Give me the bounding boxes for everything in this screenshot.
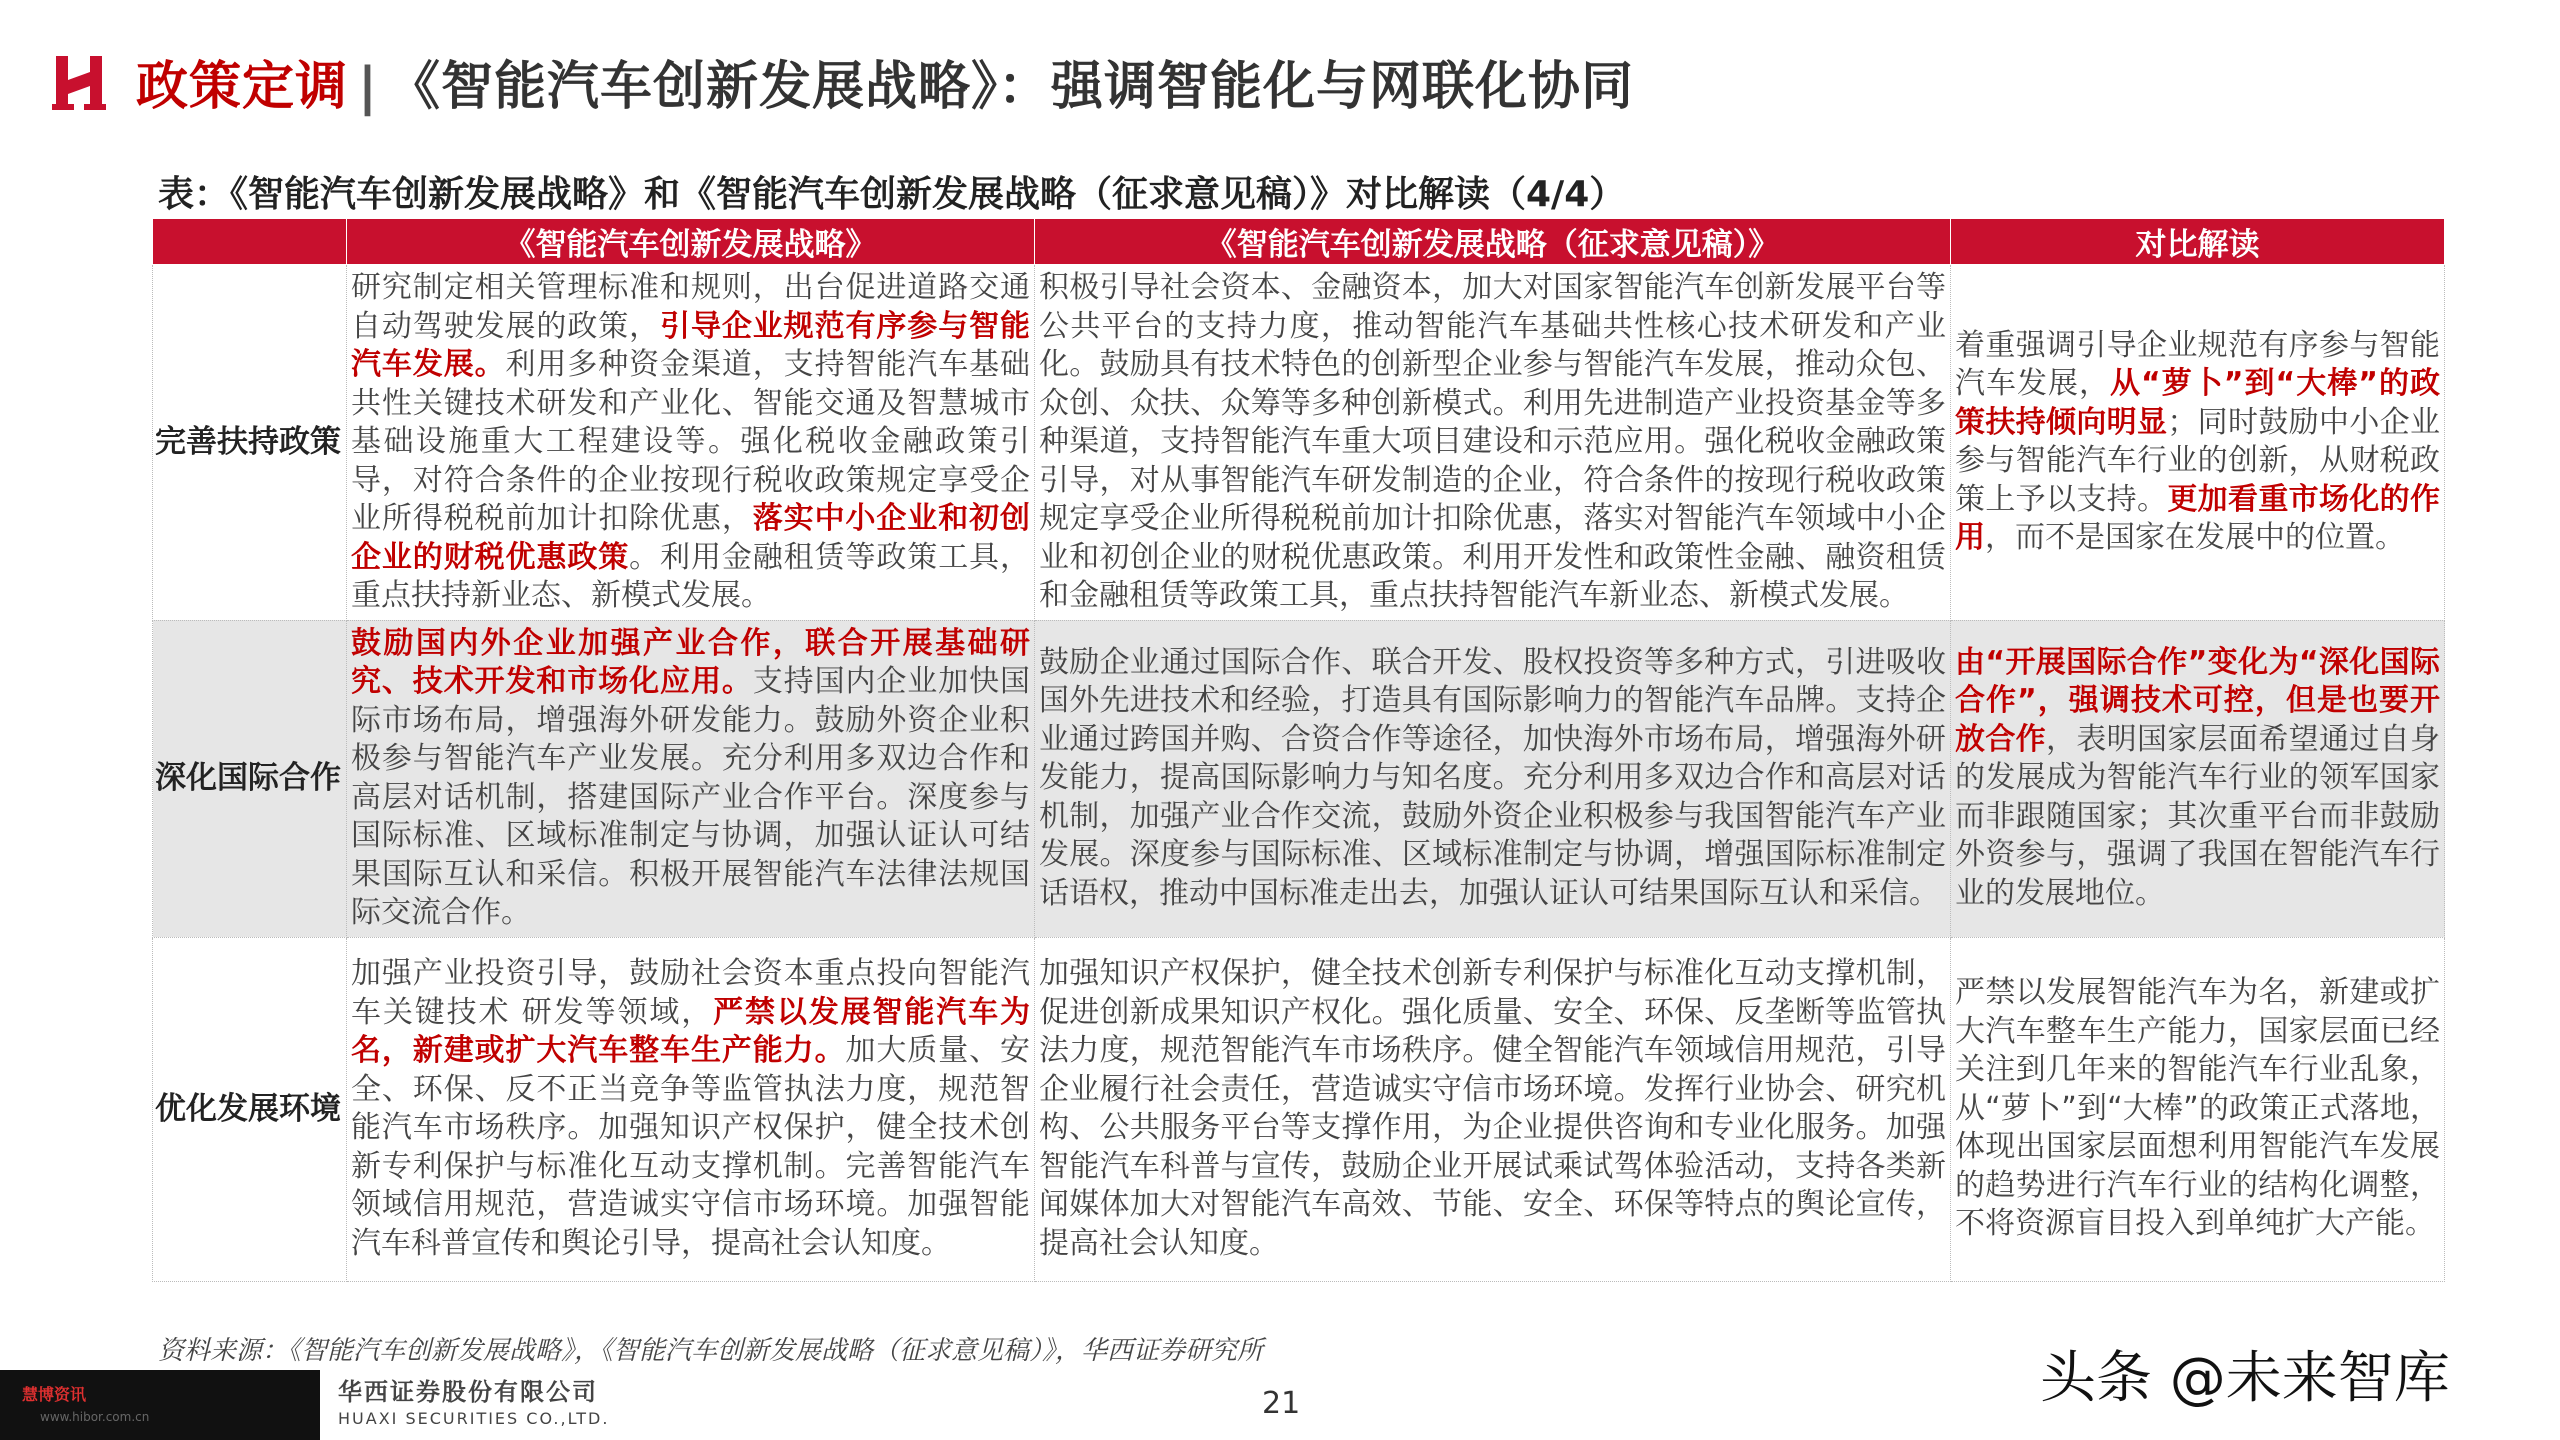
strategy-cell	[347, 265, 1035, 621]
table-row	[153, 620, 2445, 937]
highlighted-text: 更加看重市场化的作用	[1955, 481, 2441, 556]
cell-text: 研究制定相关管理标准和规则，出台促进道路交通自动驾驶发展的政策，	[351, 270, 1030, 344]
draft-cell	[1035, 265, 1951, 621]
header-cell-comparison: 对比解读	[1951, 219, 2445, 265]
cell-text: 严禁以发展智能汽车为名，新建或扩大汽车整车生产能力，国家层面已经关注到几年来的智能汽车行业乱象，从“萝卜”到“大棒”的政策正式落地，体现出国家层面想利用智能汽车发展的趋势进行汽车行业的结构化调整，不将资源盲目投入到单纯扩大产能。	[1955, 975, 2440, 1242]
cell-text: 。利用金融租赁等政策工具，重点扶持新业态、新模式发展。	[351, 539, 1031, 613]
title-separator: |	[358, 57, 379, 117]
highlighted-text: 由“开展国际合作”变化为“深化国际合作”，强调技术可控，但是也要开放合作	[1955, 644, 2440, 757]
company-name-en: HUAXI SECURITIES CO.,LTD.	[338, 1409, 610, 1428]
cell-text: 积极引导社会资本、金融资本，加大对国家智能汽车创新发展平台等公共平台的支持力度，推动智能汽车基础共性核心技术研发和产业化。鼓励具有技术特色的创新型企业参与智能汽车发展，推动众包、众创、众扶、众筹等多种创新模式。利用先进制造产业投资基金等多种渠道，支持智能汽车重大项目建设和示范应用。强化税收金融政策引导，对从事智能汽车研发制造的企业，符合条件的按现行税收政策规定享受企业所得税税前加计扣除优惠，落实对智能汽车领域中小企业和初创企业的财税优惠政策。利用开发性和政策性金融、融资租赁和金融租赁等政策工具，重点扶持智能汽车新业态、新模式发展。	[1039, 270, 1946, 613]
company-name-cn: 华西证券股份有限公司	[338, 1378, 598, 1406]
cell-text: 着重强调引导企业规范有序参与智能汽车发展，	[1955, 327, 2440, 402]
cell-text: 鼓励企业通过国际合作、联合开发、股权投资等多种方式，引进吸收国外先进技术和经验，打造具有国际影响力的智能汽车品牌。支持企业通过跨国并购、合资合作等途径，加快海外市场布局，增强海外研发能力，提高国际影响力与知名度。充分利用多双边合作和高层对话机制，加强产业合作交流，鼓励外资企业积极参与我国智能汽车产业发展。深度参与国际标准、区域标准制定与协调，增强国际标准制定话语权，推动中国标准走出去，加强认证认可结果国际互认和采信。	[1039, 644, 1946, 911]
title-main: 《智能汽车创新发展战略》：强调智能化与网联化协同	[388, 57, 1635, 117]
table-header-row	[153, 219, 2445, 265]
page-number: 21	[1262, 1386, 1301, 1421]
cell-text: 加强产业投资引导，鼓励社会资本重点投向智能汽车关键技术 研发等领域，	[351, 956, 1030, 1030]
cell-text: ；同时鼓励中小企业参与智能汽车行业的创新，从财税政策上予以支持。	[1955, 404, 2441, 517]
row-header: 优化发展环境	[153, 937, 347, 1281]
strategy-cell	[347, 620, 1035, 937]
header-cell-draft: 《智能汽车创新发展战略（征求意见稿）》	[1035, 219, 1951, 265]
cell-text: 加大质量、安全、环保、反不正当竞争等监管执法力度，规范智能汽车市场秩序。加强知识产权保护，健全技术创新专利保护与标准化互动支撑机制。完善智能汽车领域信用规范，营造诚实守信市场环境。加强智能汽车科普宣传和舆论引导，提高社会认知度。	[351, 1033, 1031, 1261]
comparison-cell	[1951, 620, 2445, 937]
watermark: 头条 @未来智库	[2040, 1346, 2450, 1411]
footer-badge-url: www.hibor.com.cn	[40, 1410, 150, 1424]
cell-text: ，而不是国家在发展中的位置。	[1985, 520, 2405, 556]
table-caption: 表：《智能汽车创新发展战略》和《智能汽车创新发展战略（征求意见稿）》对比解读（4/4）	[158, 174, 1626, 215]
table-row	[153, 937, 2445, 1281]
highlighted-text: 引导企业规范有序参与智能汽车发展。	[351, 308, 1031, 382]
table-row	[153, 265, 2445, 621]
source-note: 资料来源：《智能汽车创新发展战略》，《智能汽车创新发展战略（征求意见稿）》，华西证券研究所	[158, 1336, 1264, 1366]
highlighted-text: 落实中小企业和初创企业的财税优惠政策	[351, 501, 1031, 575]
strategy-cell	[347, 937, 1035, 1281]
cell-text: 利用多种资金渠道，支持智能汽车基础共性关键技术研发和产业化、智能交通及智慧城市基础设施重大工程建设等。强化税收金融政策引导，对符合条件的企业按现行税收政策规定享受企业所得税税前加计扣除优惠，	[351, 347, 1031, 536]
header-cell-empty	[153, 219, 347, 265]
cell-text: ，表明国家层面希望通过自身的发展成为智能汽车行业的领军国家而非跟随国家；其次重平台而非鼓励外资参与，强调了我国在智能汽车行业的发展地位。	[1955, 721, 2440, 911]
title-topic: 政策定调	[136, 57, 349, 117]
cell-text: 支持国内企业加快国际市场布局，增强海外研发能力。鼓励外资企业积极参与智能汽车产业发展。充分利用多双边合作和高层对话机制，搭建国际产业合作平台。深度参与国际标准、区域标准制定与协调，加强认证认可结果国际互认和采信。积极开展智能汽车法律法规国际交流合作。	[351, 664, 1031, 930]
comparison-cell	[1951, 937, 2445, 1281]
highlighted-text: 严禁以发展智能汽车为名，新建或扩大汽车整车生产能力。	[351, 994, 1031, 1068]
draft-cell	[1035, 620, 1951, 937]
comparison-cell	[1951, 265, 2445, 621]
draft-cell	[1035, 937, 1951, 1281]
huaxi-logo-icon	[52, 50, 108, 112]
page-title	[136, 44, 1634, 119]
highlighted-text: 从“萝卜”到“大棒”的政策扶持倾向明显	[1955, 366, 2440, 440]
row-header: 完善扶持政策	[153, 265, 347, 621]
highlighted-text: 鼓励国内外企业加强产业合作，联合开展基础研究、技术开发和市场化应用。	[351, 625, 1030, 699]
footer-badge	[0, 1370, 320, 1440]
header-cell-strategy: 《智能汽车创新发展战略》	[347, 219, 1035, 265]
cell-text: 加强知识产权保护，健全技术创新专利保护与标准化互动支撑机制，促进创新成果知识产权化。强化质量、安全、环保、反垄断等监管执法力度，规范智能汽车市场秩序。健全智能汽车领域信用规范，引导企业履行社会责任，营造诚实守信市场环境。发挥行业协会、研究机构、公共服务平台等支撑作用，为企业提供咨询和专业化服务。加强智能汽车科普与宣传，鼓励企业开展试乘试驾体验活动，支持各类新闻媒体加大对智能汽车高效、节能、安全、环保等特点的舆论宣传，提高社会认知度。	[1039, 956, 1946, 1261]
company-block	[338, 1372, 609, 1428]
footer-badge-label: 慧博资讯	[22, 1385, 87, 1404]
comparison-table	[152, 218, 2445, 1282]
row-header: 深化国际合作	[153, 620, 347, 937]
